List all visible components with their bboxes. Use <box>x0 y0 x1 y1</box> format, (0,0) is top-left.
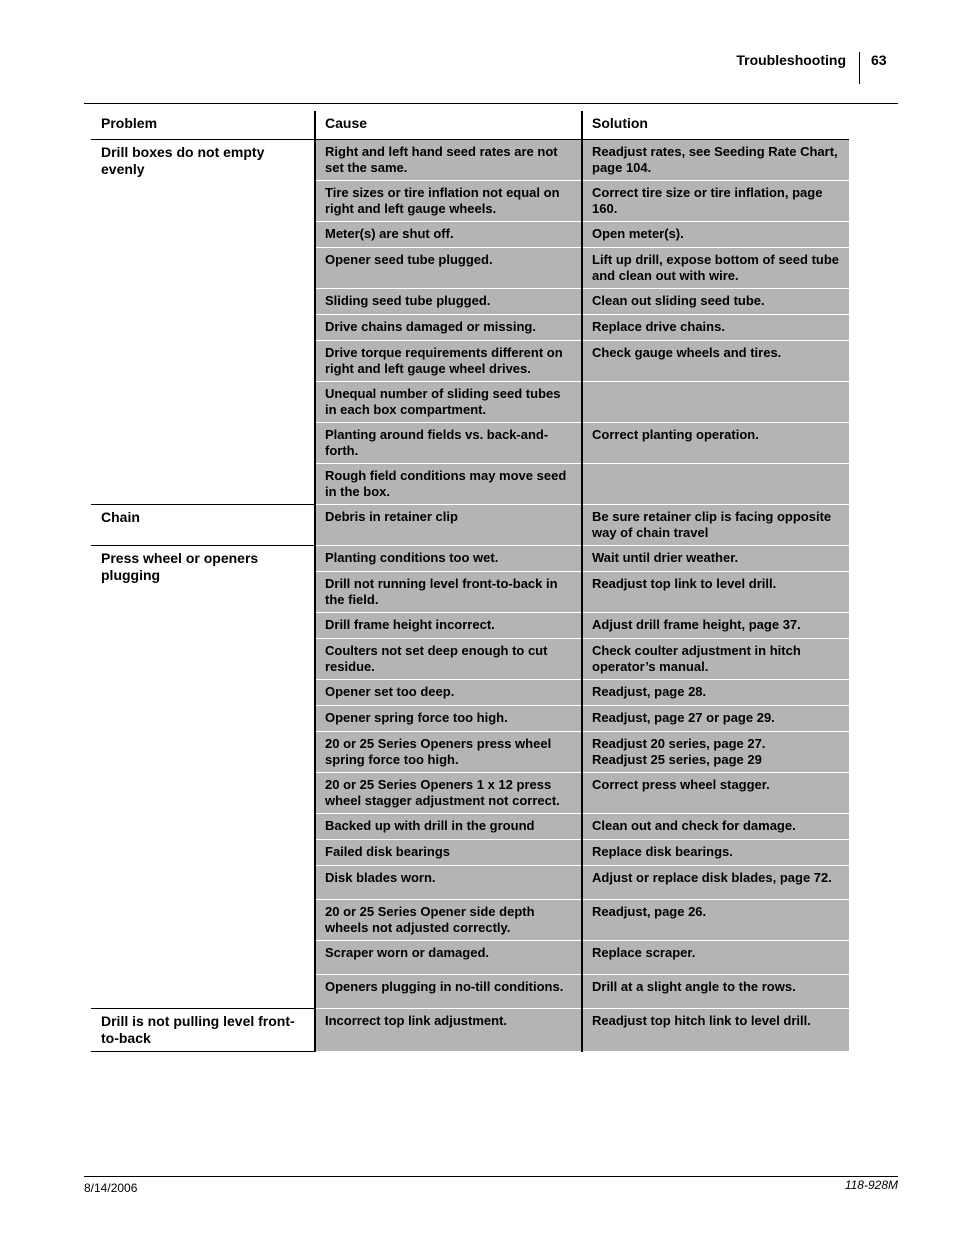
solution-cell: Adjust or replace disk blades, page 72. <box>582 866 849 900</box>
bottom-rule <box>84 1176 898 1177</box>
footer-date: 8/14/2006 <box>84 1181 138 1195</box>
cause-cell: Opener set too deep. <box>315 680 582 706</box>
cause-cell: Meter(s) are shut off. <box>315 222 582 248</box>
solution-cell: Correct press wheel stagger. <box>582 773 849 814</box>
cause-cell: Drill frame height incorrect. <box>315 613 582 639</box>
solution-cell: Readjust top hitch link to level drill. <box>582 1009 849 1052</box>
solution-cell: Readjust 20 series, page 27. Readjust 25 series, page 29 <box>582 732 849 773</box>
cause-cell: Planting around fields vs. back-and-forth. <box>315 423 582 464</box>
solution-cell: Wait until drier weather. <box>582 546 849 572</box>
solution-cell: Correct tire size or tire inflation, page 160. <box>582 181 849 222</box>
cause-cell: Coulters not set deep enough to cut residue. <box>315 639 582 680</box>
cause-cell: 20 or 25 Series Openers press wheel spring force too high. <box>315 732 582 773</box>
solution-cell: Readjust, page 26. <box>582 900 849 941</box>
page-number: 63 <box>871 52 887 68</box>
cause-cell: Drive chains damaged or missing. <box>315 315 582 341</box>
table-row <box>91 140 849 181</box>
cause-cell: Tire sizes or tire inflation not equal on right and left gauge wheels. <box>315 181 582 222</box>
cause-cell: Sliding seed tube plugged. <box>315 289 582 315</box>
cause-cell: Opener spring force too high. <box>315 706 582 732</box>
problem-cell: Chain <box>91 505 315 546</box>
cause-cell: Openers plugging in no-till conditions. <box>315 975 582 1009</box>
solution-cell: Open meter(s). <box>582 222 849 248</box>
solution-cell: Clean out sliding seed tube. <box>582 289 849 315</box>
cause-cell: Opener seed tube plugged. <box>315 248 582 289</box>
column-header-problem: Problem <box>91 111 315 140</box>
solution-cell: Replace drive chains. <box>582 315 849 341</box>
table-row <box>91 505 849 546</box>
top-rule <box>84 103 898 104</box>
cause-cell: Unequal number of sliding seed tubes in each box compartment. <box>315 382 582 423</box>
cause-cell: 20 or 25 Series Openers 1 x 12 press wheel stagger adjustment not correct. <box>315 773 582 814</box>
section-title: Troubleshooting <box>736 52 846 68</box>
cause-cell: Disk blades worn. <box>315 866 582 900</box>
solution-cell: Readjust rates, see Seeding Rate Chart, page 104. <box>582 140 849 181</box>
solution-cell: Readjust top link to level drill. <box>582 572 849 613</box>
solution-cell <box>582 464 849 505</box>
header-divider <box>859 52 860 84</box>
solution-cell: Be sure retainer clip is facing opposite way of chain travel <box>582 505 849 546</box>
solution-cell: Readjust, page 28. <box>582 680 849 706</box>
table-body <box>91 140 849 1052</box>
solution-cell: Clean out and check for damage. <box>582 814 849 840</box>
cause-cell: Incorrect top link adjustment. <box>315 1009 582 1052</box>
solution-cell <box>582 382 849 423</box>
column-header-solution: Solution <box>582 111 849 140</box>
cause-cell: Rough field conditions may move seed in the box. <box>315 464 582 505</box>
solution-cell: Check gauge wheels and tires. <box>582 341 849 382</box>
solution-cell: Adjust drill frame height, page 37. <box>582 613 849 639</box>
problem-cell: Drill boxes do not empty evenly <box>91 140 315 505</box>
cause-cell: Right and left hand seed rates are not set the same. <box>315 140 582 181</box>
table-header-row <box>91 111 849 140</box>
cause-cell: Drive torque requirements different on right and left gauge wheel drives. <box>315 341 582 382</box>
cause-cell: Planting conditions too wet. <box>315 546 582 572</box>
solution-cell: Drill at a slight angle to the rows. <box>582 975 849 1009</box>
cause-cell: Backed up with drill in the ground <box>315 814 582 840</box>
cause-cell: Debris in retainer clip <box>315 505 582 546</box>
solution-cell: Check coulter adjustment in hitch operator’s manual. <box>582 639 849 680</box>
column-header-cause: Cause <box>315 111 582 140</box>
table-row <box>91 1009 849 1052</box>
troubleshooting-table <box>91 111 849 1052</box>
cause-cell: Drill not running level front-to-back in the field. <box>315 572 582 613</box>
problem-cell: Press wheel or openers plugging <box>91 546 315 1009</box>
cause-cell: 20 or 25 Series Opener side depth wheels not adjusted correctly. <box>315 900 582 941</box>
problem-cell: Drill is not pulling level front-to-back <box>91 1009 315 1052</box>
solution-cell: Replace disk bearings. <box>582 840 849 866</box>
solution-cell: Readjust, page 27 or page 29. <box>582 706 849 732</box>
cause-cell: Failed disk bearings <box>315 840 582 866</box>
solution-cell: Lift up drill, expose bottom of seed tube and clean out with wire. <box>582 248 849 289</box>
table-row <box>91 546 849 572</box>
solution-cell: Replace scraper. <box>582 941 849 975</box>
footer-doc-number: 118-928M <box>844 1178 898 1192</box>
cause-cell: Scraper worn or damaged. <box>315 941 582 975</box>
solution-cell: Correct planting operation. <box>582 423 849 464</box>
